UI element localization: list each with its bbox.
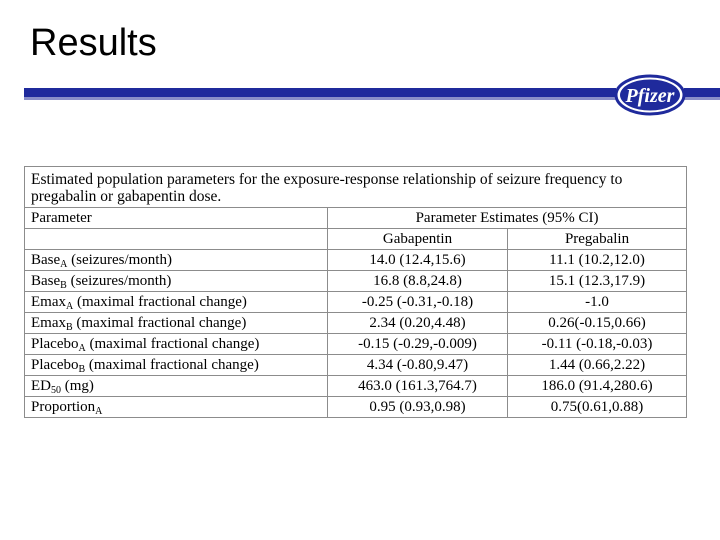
parameter-name-cell (25, 334, 328, 355)
parameter-name: Emax (31, 294, 66, 310)
header-estimates: Parameter Estimates (95% CI) (328, 208, 687, 229)
logo-wordmark: Pfizer (625, 85, 675, 107)
parameter-subscript: A (95, 406, 103, 417)
parameter-unit: (maximal fractional change) (72, 315, 247, 331)
parameter-subscript: A (60, 259, 68, 270)
table-caption: Estimated population parameters for the exposure-response relationship of seizure frequency to pregabalin or gabapentin dose. (25, 167, 687, 208)
slide-title: Results (30, 22, 157, 64)
pregabalin-estimate: 11.1 (10.2,12.0) (508, 250, 687, 271)
gabapentin-estimate: -0.15 (-0.29,-0.009) (328, 334, 508, 355)
parameter-unit: (maximal fractional change) (73, 294, 247, 310)
parameter-name-cell (25, 355, 328, 376)
parameter-subscript: A (78, 343, 86, 354)
table-row (25, 313, 687, 334)
pregabalin-estimate: 15.1 (12.3,17.9) (508, 271, 687, 292)
parameter-name: Placebo (31, 357, 79, 373)
title-divider (24, 88, 616, 97)
pfizer-logo (614, 74, 686, 116)
gabapentin-estimate: 14.0 (12.4,15.6) (328, 250, 508, 271)
table-caption-row (25, 167, 687, 208)
parameter-unit: (maximal fractional change) (85, 357, 259, 373)
pregabalin-estimate: -1.0 (508, 292, 687, 313)
parameter-name: ED (31, 378, 51, 394)
parameter-name: Base (31, 273, 61, 289)
gabapentin-estimate: -0.25 (-0.31,-0.18) (328, 292, 508, 313)
parameter-subscript: A (66, 301, 74, 312)
parameter-name: Base (31, 252, 61, 268)
parameter-subscript: B (60, 280, 67, 291)
parameter-unit: (seizures/month) (66, 273, 172, 289)
table-row (25, 292, 687, 313)
table-row (25, 355, 687, 376)
parameter-name: Proportion (31, 399, 96, 415)
parameter-table-container (24, 166, 686, 418)
parameter-name-cell (25, 376, 328, 397)
gabapentin-estimate: 2.34 (0.20,4.48) (328, 313, 508, 334)
table-row (25, 334, 687, 355)
table-row (25, 250, 687, 271)
parameter-unit: (maximal fractional change) (85, 336, 260, 352)
parameter-name-cell (25, 397, 328, 418)
table-row (25, 376, 687, 397)
parameter-subscript: 50 (51, 385, 61, 396)
gabapentin-estimate: 16.8 (8.8,24.8) (328, 271, 508, 292)
parameter-name: Emax (31, 315, 66, 331)
pregabalin-estimate: 1.44 (0.66,2.22) (508, 355, 687, 376)
parameter-unit: (mg) (61, 378, 94, 394)
pregabalin-estimate: 0.26(-0.15,0.66) (508, 313, 687, 334)
parameter-name-cell (25, 313, 328, 334)
gabapentin-estimate: 4.34 (-0.80,9.47) (328, 355, 508, 376)
pregabalin-estimate: -0.11 (-0.18,-0.03) (508, 334, 687, 355)
parameter-subscript: B (78, 364, 86, 375)
gabapentin-estimate: 463.0 (161.3,764.7) (328, 376, 508, 397)
table-header-row (25, 208, 687, 229)
pregabalin-estimate: 186.0 (91.4,280.6) (508, 376, 687, 397)
parameter-subscript: B (66, 322, 73, 333)
parameter-name-cell (25, 250, 328, 271)
table-row (25, 397, 687, 418)
header-parameter: Parameter (25, 208, 328, 229)
parameter-name: Placebo (31, 336, 79, 352)
parameter-estimates-table (24, 166, 687, 418)
header-empty-cell (25, 229, 328, 250)
table-body (25, 250, 687, 418)
parameter-name-cell (25, 271, 328, 292)
table-subheader-row (25, 229, 687, 250)
title-divider-right (684, 88, 720, 97)
table-row (25, 271, 687, 292)
pregabalin-estimate: 0.75(0.61,0.88) (508, 397, 687, 418)
parameter-unit: (seizures/month) (67, 252, 172, 268)
header-gabapentin: Gabapentin (328, 229, 508, 250)
parameter-name-cell (25, 292, 328, 313)
gabapentin-estimate: 0.95 (0.93,0.98) (328, 397, 508, 418)
header-pregabalin: Pregabalin (508, 229, 687, 250)
